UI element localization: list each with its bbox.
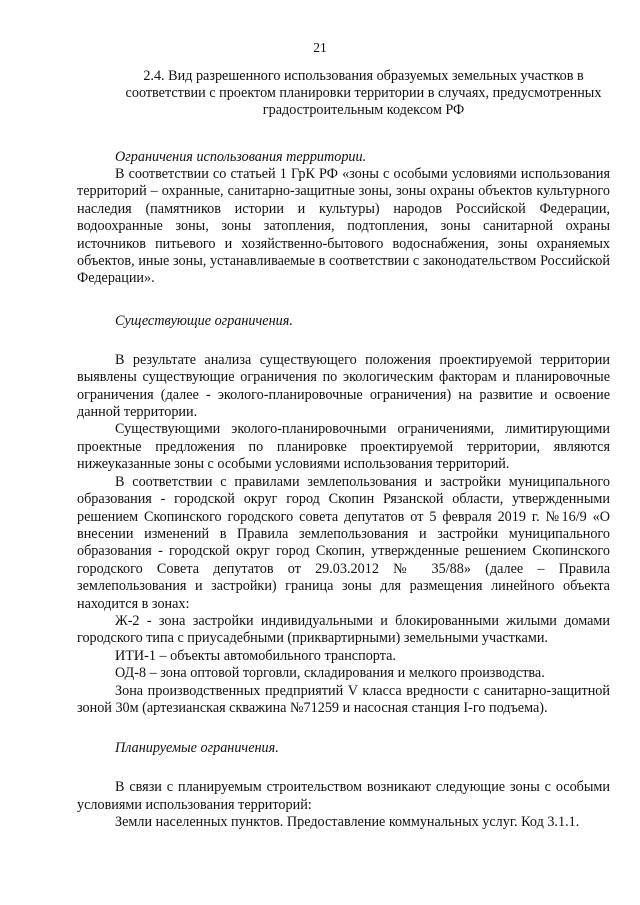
zone-production: Зона производственных предприятий V класса вредности с санитарно-защитной зоной 30м (артезианская скважина №71259 и насосная станция I-го подъема). (77, 682, 610, 716)
restrictions-heading: Ограничения использования территории. (115, 149, 367, 165)
zone-od8: ОД-8 – зона оптовой торговли, складирования и мелкого производства. (115, 665, 545, 682)
planned-paragraph-1: В связи с планируемым строительством возникают следующие зоны с особыми условиями использования территорий: (77, 779, 610, 813)
planned-paragraph-2: Земли населенных пунктов. Предоставление коммунальных услуг. Код 3.1.1. (115, 814, 580, 831)
planned-restrictions-heading: Планируемые ограничения. (115, 740, 279, 757)
zone-zh2: Ж-2 - зона застройки индивидуальными и блокированными жилыми домами городского типа с приусадебными (приквартирными) земельными участками. (77, 612, 610, 647)
zone-iti1: ИТИ-1 – объекты автомобильного транспорта. (115, 647, 396, 664)
section-title: 2.4. Вид разрешенного использования образуемых земельных участков в соответствии с проектом планировки территории в случаях, предусмотренных градостроительным кодексом РФ (125, 68, 602, 118)
page-number: 21 (313, 40, 327, 55)
existing-paragraph-2: Существующими эколого-планировочными ограничениями, лимитирующими проектные предложения по планировке проектируемой территории, являются нижеуказанные зоны с особыми условиями использования территорий. (77, 421, 610, 473)
existing-restrictions-heading: Существующие ограничения. (115, 312, 293, 329)
page-content (77, 68, 610, 832)
restrictions-paragraph: В соответствии со статьей 1 ГрК РФ «зоны с особыми условиями использования территорий – охранные, санитарно-защитные зоны, зоны охраны объектов культурного наследия (памятников истории и культуры) народов Российской Федерации, водоохранные зоны, зоны затопления, подтопления, зоны санитарной охраны источников питьевого и хозяйственно-бытового водоснабжения, зоны охраняемых объектов, иные зоны, устанавливаемые в соответствии с законодательством Российской Федерации». (77, 166, 610, 287)
existing-paragraph-3: В соответствии с правилами землепользования и застройки муниципального образования - городской округ город Скопин Рязанской области, утвержденными решением Скопинского городского совета депутатов от 5 февраля 2019 г. №16/9 «О внесении изменений в Правила землепользования и застройки муниципального образования - городской округ город Скопин, утвержденные решением Скопинского городского Совета депутатов от 29.03.2012 № 35/88» (далее – Правила землепользования и застройки) граница зоны для размещения линейного объекта находится в зонах: (77, 473, 610, 612)
existing-paragraph-1: В результате анализа существующего положения проектируемой территории выявлены существующие ограничения по экологическим факторам и планировочные ограничения (далее - эколого-планировочные ограничения) на развитие и освоение данной территории. (77, 351, 610, 421)
